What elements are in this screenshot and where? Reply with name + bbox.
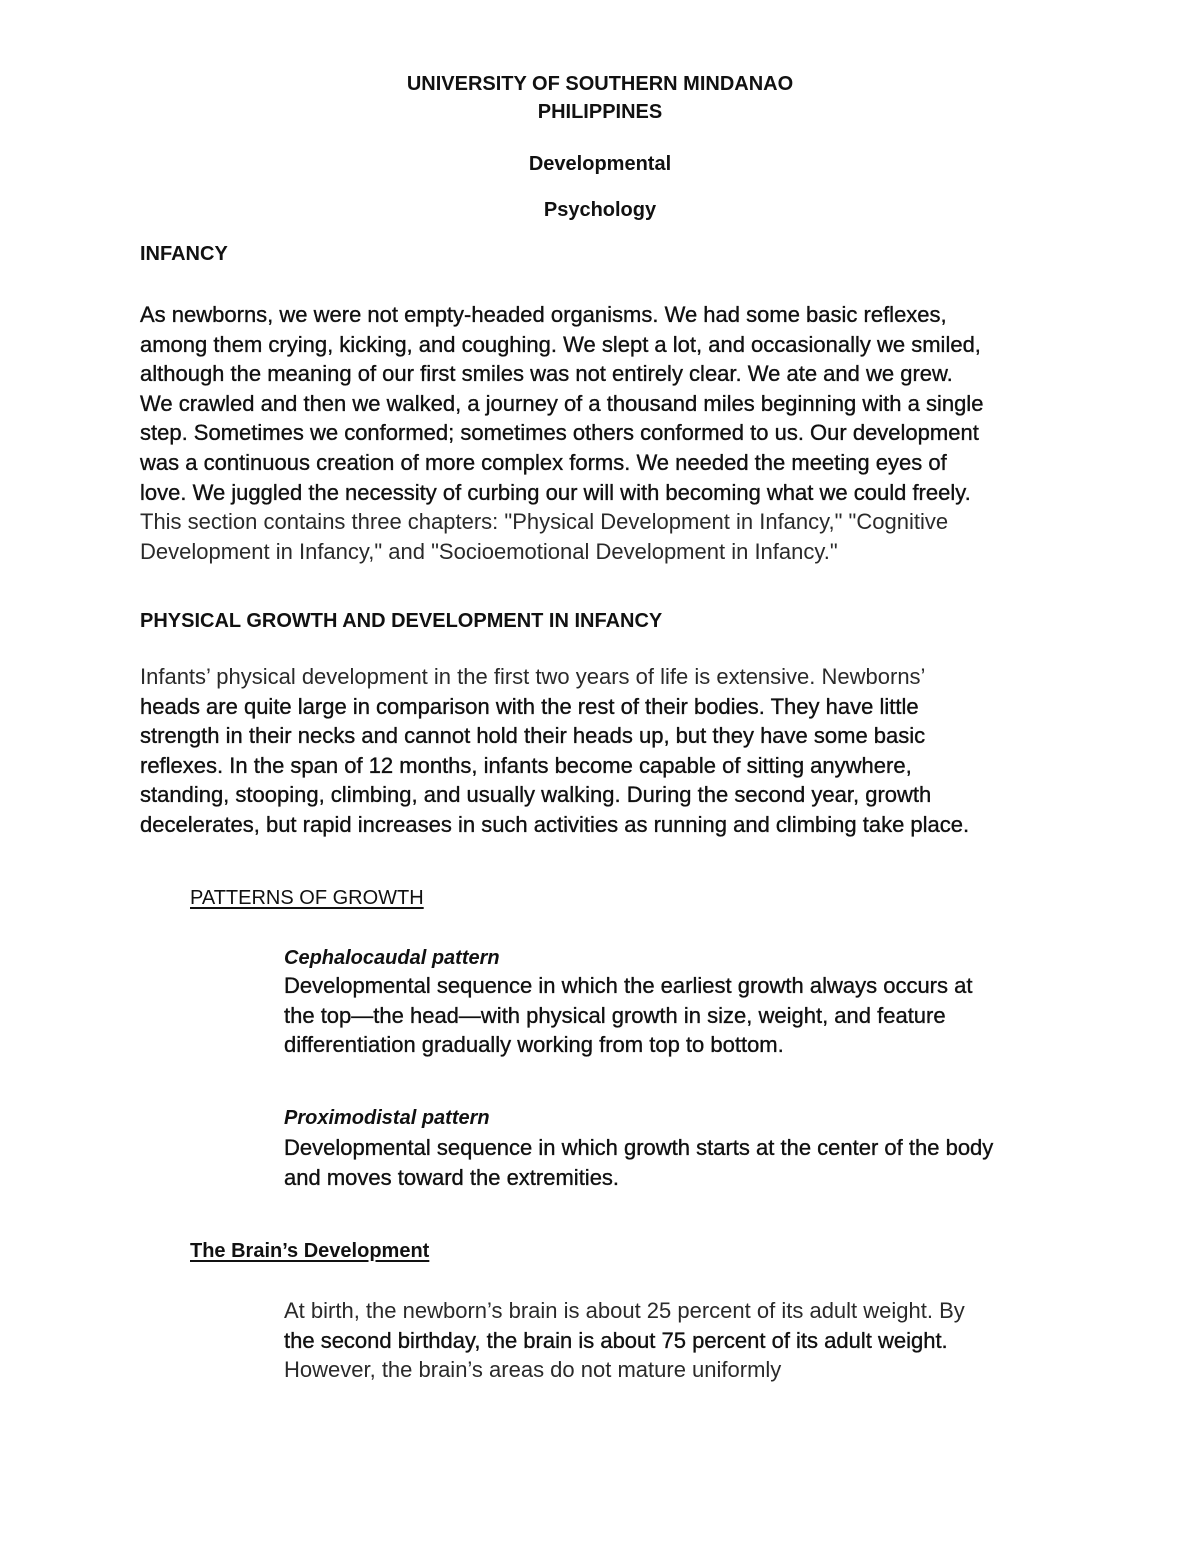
brain-development-heading: The Brain’s Development — [190, 1240, 430, 1262]
cephalocaudal-term: Cephalocaudal pattern — [284, 947, 500, 969]
cephalocaudal-definition — [284, 971, 972, 1060]
paragraph-line: This section contains three chapters: "Physical Development in Infancy," "Cognitive — [140, 509, 949, 535]
paragraph-line: reflexes. In the span of 12 months, infants become capable of sitting anywhere, — [140, 752, 912, 778]
physical-growth-heading: PHYSICAL GROWTH AND DEVELOPMENT IN INFANCY — [140, 610, 663, 632]
paragraph-line: the second birthday, the brain is about 75 percent of its adult weight. — [284, 1327, 948, 1353]
definition-line: differentiation gradually working from top to bottom. — [284, 1032, 784, 1058]
paragraph-line: heads are quite large in comparison with the rest of their bodies. They have little — [140, 693, 919, 719]
brain-development-paragraph — [284, 1296, 965, 1385]
definition-line: Developmental sequence in which growth starts at the center of the body — [284, 1135, 994, 1160]
definition-line: the top—the head—with physical growth in size, weight, and feature — [284, 1002, 946, 1028]
university-name: UNIVERSITY OF SOUTHERN MINDANAO — [406, 73, 794, 95]
paragraph-line: We crawled and then we walked, a journey of a thousand miles beginning with a single — [140, 390, 984, 416]
definition-line: and moves toward the extremities. — [284, 1164, 620, 1190]
paragraph-line: decelerates, but rapid increases in such activities as running and climbing take place. — [140, 811, 970, 837]
country-name: PHILIPPINES — [537, 101, 663, 123]
patterns-of-growth-heading: PATTERNS OF GROWTH — [190, 887, 424, 909]
paragraph-line: At birth, the newborn’s brain is about 25 percent of its adult weight. By — [284, 1298, 965, 1323]
subject-title-line2: Psychology — [543, 199, 657, 221]
paragraph-line: among them crying, kicking, and coughing. We slept a lot, and occasionally we smiled, — [140, 331, 981, 357]
paragraph-line: standing, stooping, climbing, and usually walking. During the second year, growth — [140, 782, 932, 808]
infancy-paragraph — [140, 300, 983, 566]
definition-line: Developmental sequence in which the earliest growth always occurs at — [284, 973, 973, 998]
physical-growth-paragraph — [140, 662, 969, 840]
paragraph-line: As newborns, we were not empty-headed organisms. We had some basic reflexes, — [140, 302, 947, 327]
proximodistal-term: Proximodistal pattern — [284, 1107, 490, 1129]
subject-title-line1: Developmental — [528, 153, 672, 175]
paragraph-line: love. We juggled the necessity of curbing our will with becoming what we could freely. — [140, 479, 971, 505]
paragraph-line: Infants’ physical development in the first two years of life is extensive. Newborns’ — [140, 664, 926, 689]
paragraph-line: was a continuous creation of more complex forms. We needed the meeting eyes of — [140, 449, 947, 475]
paragraph-line: strength in their necks and cannot hold their heads up, but they have some basic — [140, 723, 926, 749]
infancy-heading: INFANCY — [140, 243, 228, 265]
paragraph-line: although the meaning of our first smiles was not entirely clear. We ate and we grew. — [140, 361, 953, 387]
paragraph-line: step. Sometimes we conformed; sometimes others conformed to us. Our development — [140, 420, 979, 446]
proximodistal-definition — [284, 1133, 993, 1192]
paragraph-line: However, the brain’s areas do not mature uniformly — [284, 1357, 782, 1383]
paragraph-line: Development in Infancy," and "Socioemotional Development in Infancy." — [140, 538, 838, 564]
